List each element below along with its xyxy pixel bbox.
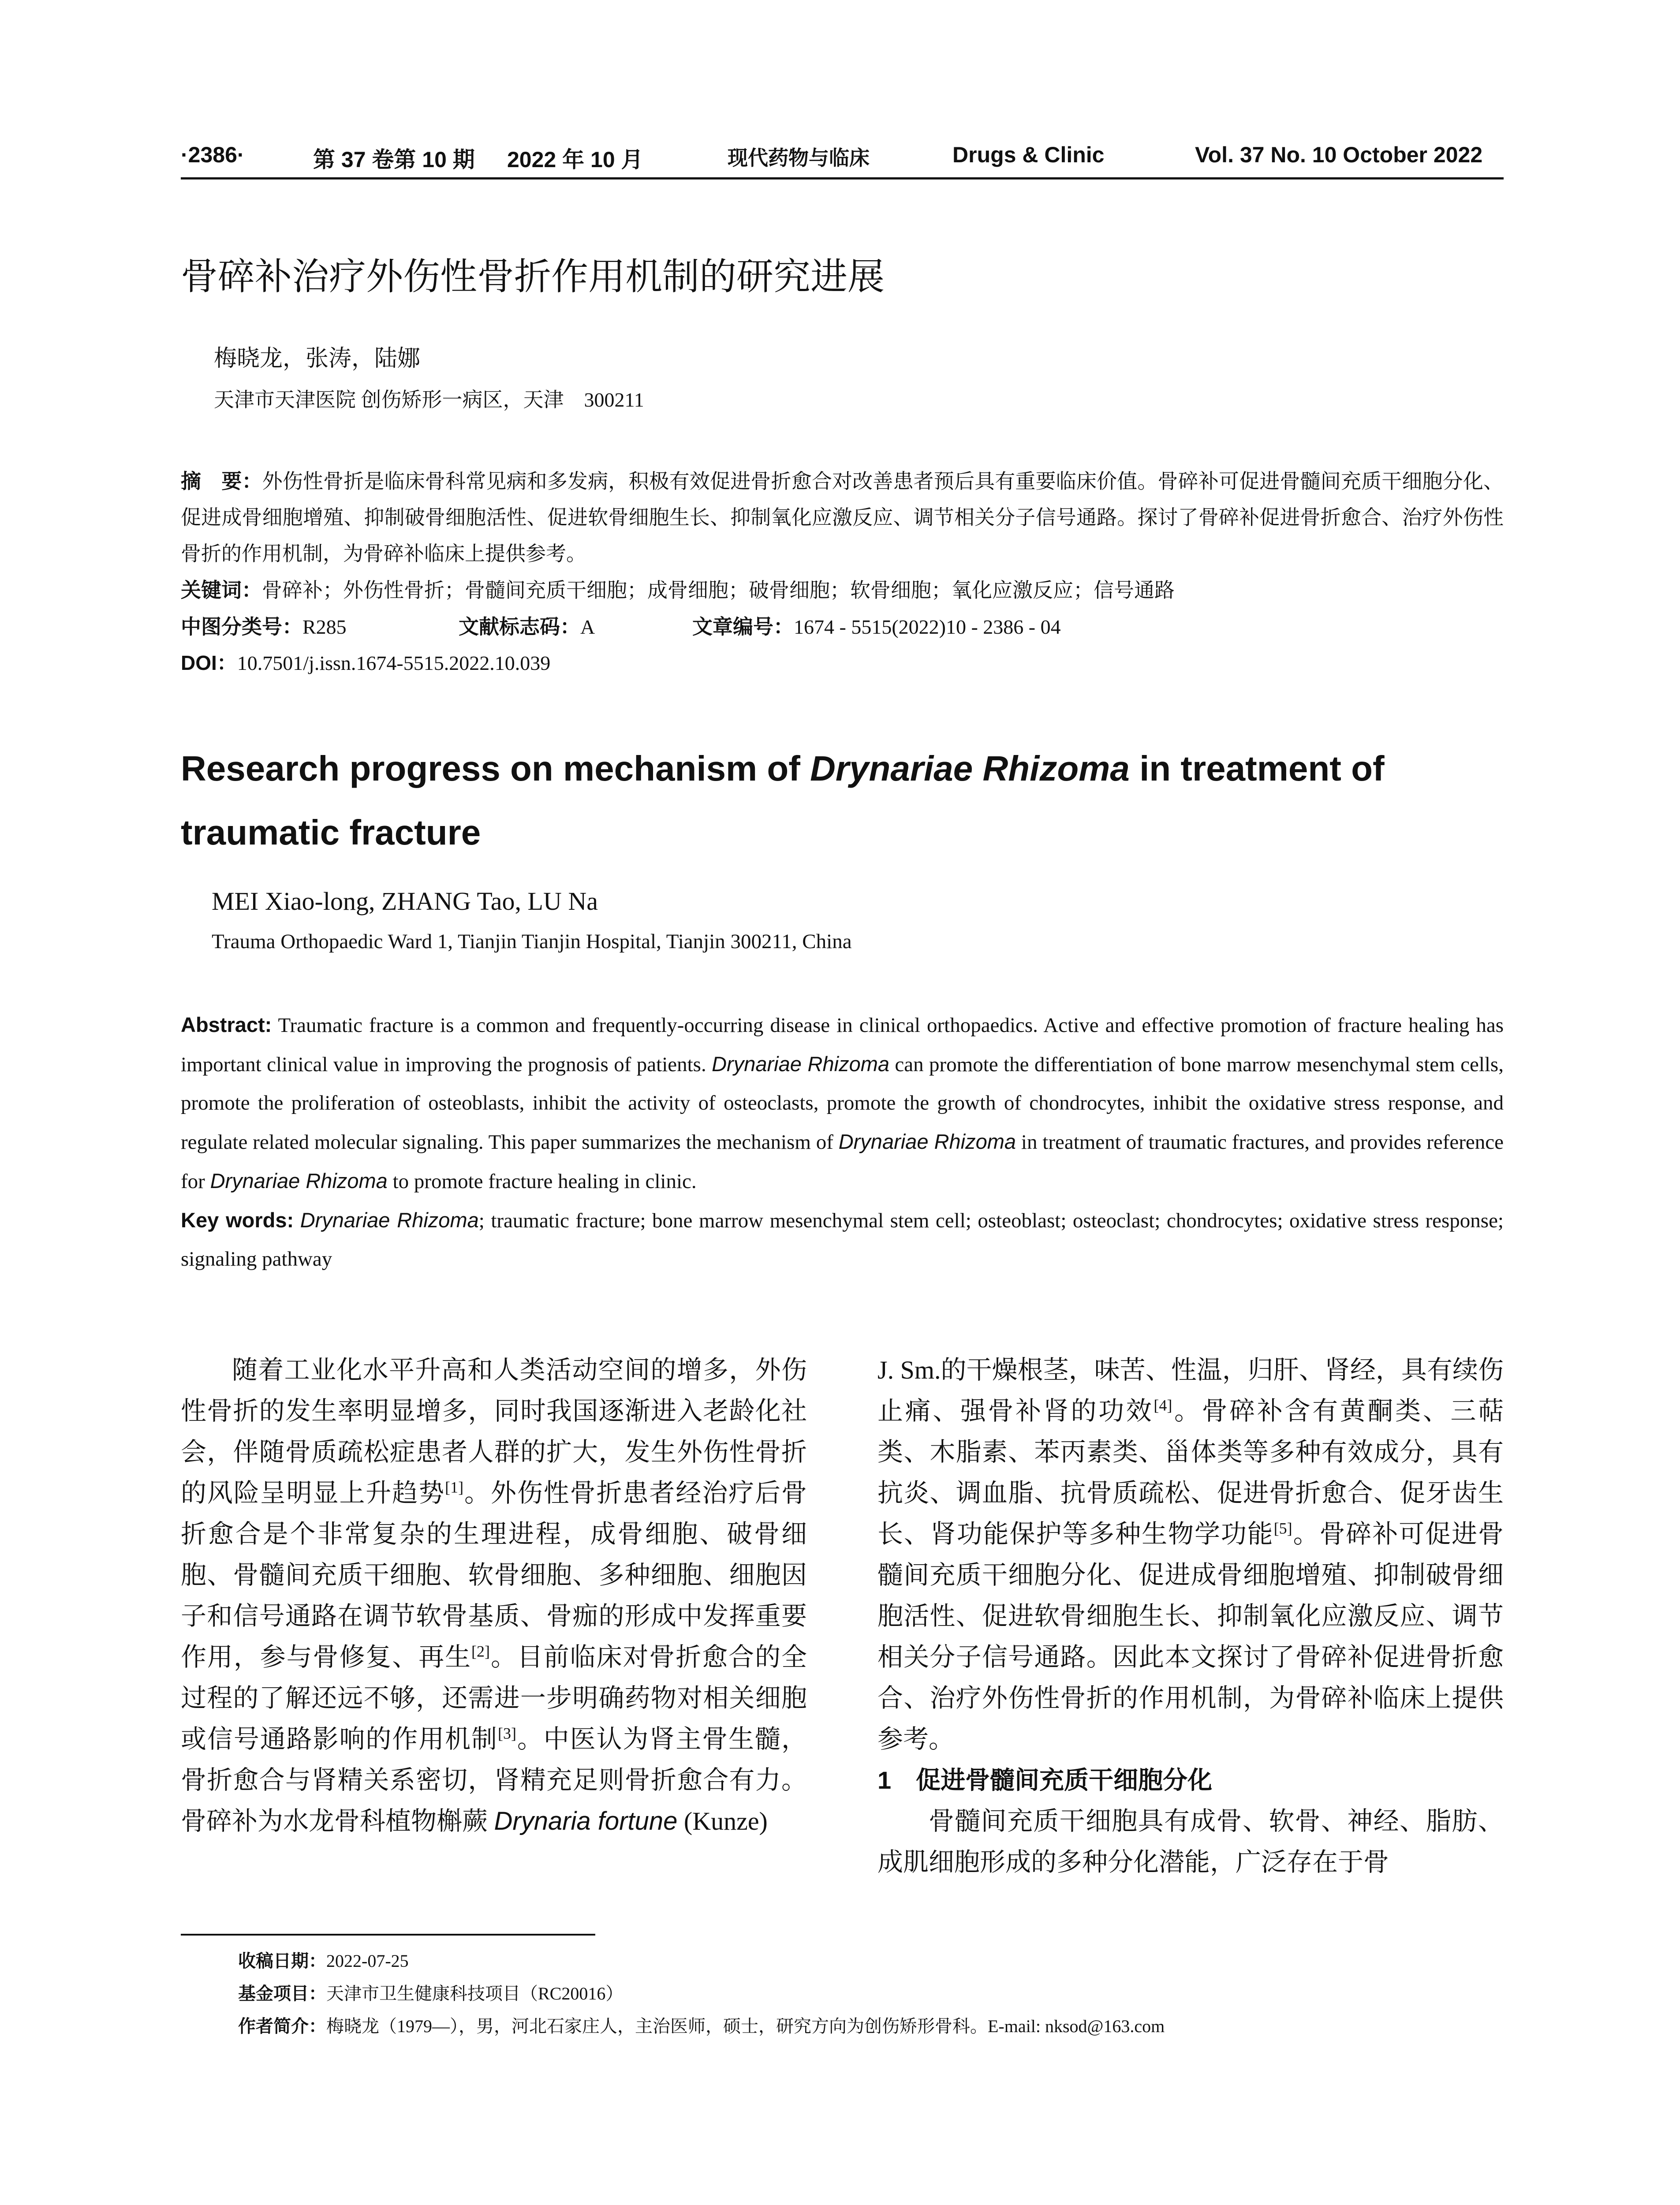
footnote-rule: [181, 1934, 595, 1936]
abstract-en: Abstract: Traumatic fracture is a common and frequently-occurring disease in clinical orthopaedics. Active and effective promotion of fracture healing has important clinical value in improving the prognosis of patients. Drynariae Rhizoma can promote the differentiation of bone marrow mesenchymal stem cells, promote the proliferation of osteoblasts, inhibit the activity of osteoclasts, promote the growth of chondrocytes, inhibit the oxidative stress response, and regulate related molecular signaling. This paper summarizes the mechanism of Drynariae Rhizoma in treatment of traumatic fractures, and provides reference for Drynariae Rhizoma to promote fracture healing in clinic.: [181, 1013, 1504, 1193]
title-drug-name: Drynariae Rhizoma: [810, 749, 1130, 788]
article-no-value: 1674 - 5515(2022)10 - 2386 - 04: [794, 616, 1061, 638]
abstract-label-cn: 摘 要：: [181, 470, 262, 493]
article-no-label: 文章编号：: [692, 615, 794, 638]
section-heading-1: 1 促进骨髓间充质干细胞分化: [877, 1766, 1213, 1794]
author-bio-note: 作者简介：梅晓龙（1979—），男，河北石家庄人，主治医师，硕士，研究方向为创伤矫形骨科。E-mail: nksod@163.com: [238, 2016, 1165, 2036]
running-head: [181, 142, 1504, 177]
article-title-cn: 骨碎补治疗外伤性骨折作用机制的研究进展: [181, 256, 885, 297]
issue-date-cn: 2022 年 10 月: [507, 147, 643, 172]
intro-paragraph-continued: J. Sm.的干燥根茎，味苦、性温，归肝、肾经，具有续伤止痛、强骨补肾的功效[4]。骨碎补含有黄酮类、三萜类、木脂素、苯丙素类、甾体类等多种有效成分，具有抗炎、调血脂、抗骨质疏松、促进骨折愈合、促牙齿生长、肾功能保护等多种生物学功能[5]。骨碎补可促进骨髓间充质干细胞分化、促进成骨细胞增殖、抑制破骨细胞活性、促进软骨细胞生长、抑制氧化应激反应、调节相关分子信号通路。因此本文探讨了骨碎补促进骨折愈合、治疗外伤性骨折的作用机制，为骨碎补临床上提供参考。: [877, 1356, 1504, 1753]
authors-cn: 梅晓龙，张涛，陆娜: [214, 345, 421, 372]
clc-label: 中图分类号：: [181, 615, 302, 638]
doi-value: 10.7501/j.issn.1674-5515.2022.10.039: [237, 652, 551, 674]
received-date-note: 收稿日期：2022-07-25: [238, 1951, 409, 1971]
abstract-text-cn: 外伤性骨折是临床骨科常见病和多发病，积极有效促进骨折愈合对改善患者预后具有重要临床价值。骨碎补可促进骨髓间充质干细胞分化、促进成骨细胞增殖、抑制破骨细胞活性、促进软骨细胞生长、抑制氧化应激反应、调节相关分子信号通路。探讨了骨碎补促进骨折愈合、治疗外伤性骨折的作用机制，为骨碎补临床上提供参考。: [181, 470, 1504, 565]
journal-name-cn: 现代药物与临床: [728, 146, 870, 170]
abstract-block-en: [181, 1005, 1504, 1278]
body-column-left: [181, 1349, 807, 1842]
section-1-paragraph: 骨髓间充质干细胞具有成骨、软骨、神经、脂肪、成肌细胞形成的多种分化潜能，广泛存在于骨: [877, 1807, 1504, 1876]
intro-paragraph: 随着工业化水平升高和人类活动空间的增多，外伤性骨折的发生率明显增多，同时我国逐渐进入老龄化社会，伴随骨质疏松症患者人群的扩大，发生外伤性骨折的风险呈明显上升趋势[1]。外伤性骨折患者经治疗后骨折愈合是个非常复杂的生理进程，成骨细胞、破骨细胞、骨髓间充质干细胞、软骨细胞、多种细胞、细胞因子和信号通路在调节软骨基质、骨痂的形成中发挥重要作用，参与骨修复、再生[2]。目前临床对骨折愈合的全过程的了解还远不够，还需进一步明确药物对相关细胞或信号通路影响的作用机制[3]。中医认为肾主骨生髓，骨折愈合与肾精关系密切，肾精充足则骨折愈合有力。骨碎补为水龙骨科植物槲蕨 Drynaria fortune (Kunze): [181, 1356, 807, 1835]
keywords-cn: [181, 572, 1504, 609]
article-title-en: Research progress on mechanism of Drynariae Rhizoma in treatment of traumatic fracture: [181, 749, 1385, 852]
journal-name-en: Drugs & Clinic: [952, 142, 1105, 167]
footnotes: [238, 1945, 1165, 2043]
keywords-label-en: Key words:: [181, 1208, 294, 1232]
volume-issue-en: Vol. 37 No. 10 October 2022: [1195, 142, 1483, 167]
affiliation-cn: 天津市天津医院 创伤矫形一病区，天津 300211: [214, 389, 644, 411]
volume-issue-cn: 第 37 卷第 10 期: [313, 147, 475, 172]
abstract-cn: [181, 463, 1504, 572]
page-number: ·2386·: [181, 142, 245, 167]
doi-row: [181, 645, 1504, 681]
citation-4: [4]: [1154, 1396, 1172, 1414]
species-name: Drynaria fortune: [494, 1807, 678, 1835]
doc-code-label: 文献标志码：: [459, 615, 580, 638]
clc-value: R285: [302, 616, 347, 638]
citation-2: [2]: [471, 1642, 490, 1660]
body-column-right: [877, 1349, 1504, 1883]
authors-en: MEI Xiao-long, ZHANG Tao, LU Na: [212, 887, 598, 916]
header-rule: [181, 177, 1504, 179]
doc-code-value: A: [580, 616, 595, 638]
abstract-label-en: Abstract:: [181, 1013, 272, 1036]
keywords-text-cn: 骨碎补；外伤性骨折；骨髓间充质干细胞；成骨细胞；破骨细胞；软骨细胞；氧化应激反应；信号通路: [262, 579, 1175, 602]
classification-row: [181, 609, 1504, 645]
keywords-label-cn: 关键词：: [181, 579, 262, 602]
affiliation-en: Trauma Orthopaedic Ward 1, Tianjin Tianjin Hospital, Tianjin 300211, China: [212, 930, 852, 953]
keywords-en: Key words: Drynariae Rhizoma; traumatic fracture; bone marrow mesenchymal stem cell; osteoblast; osteoclast; chondrocytes; oxidative stress response; signaling pathway: [181, 1208, 1504, 1271]
citation-5: [5]: [1273, 1519, 1292, 1537]
citation-3: [3]: [497, 1724, 516, 1742]
abstract-block-cn: [181, 463, 1504, 681]
fund-note: 基金项目：天津市卫生健康科技项目（RC20016）: [238, 1984, 623, 2003]
doi-label: DOI：: [181, 651, 237, 674]
citation-1: [1]: [445, 1478, 464, 1496]
